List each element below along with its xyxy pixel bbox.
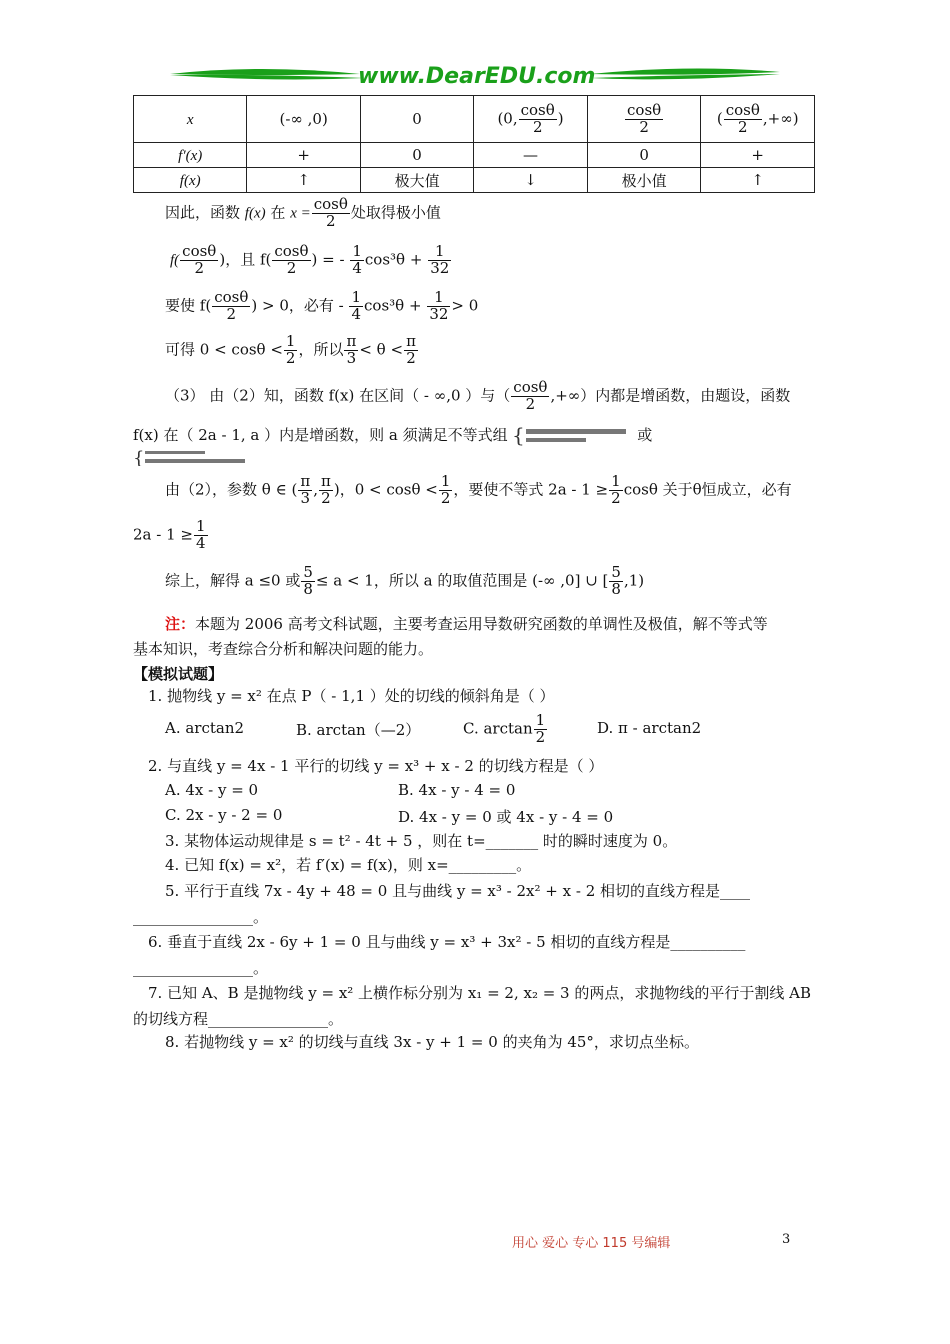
cell: (0, $\frac{\cos\theta}{2}$ ) — [474, 96, 588, 143]
table-row — [134, 96, 815, 143]
fraction: $\frac{\cos\theta}{2}$ — [274, 242, 309, 277]
choice-d: D. 4x - y = 0 或 4x - y - 4 = 0 — [398, 808, 614, 826]
row-label-f: f(x) — [134, 168, 247, 193]
question: ________________。 — [133, 959, 269, 977]
question: 8. 若抛物线 y = x² 的切线与直线 3x - y + 1 = 0 的夹角为 45°，求切点坐标。 — [165, 1033, 699, 1051]
fraction: $\frac{\pi}{2}$ — [406, 332, 416, 367]
question: 1. 抛物线 y = x² 在点 P（ - 1,1 ）处的切线的倾斜角是（ ） — [148, 687, 555, 705]
variation-table — [133, 95, 815, 193]
text-line: f(x) 在（ 2a - 1, a ）内是增函数，则 a 须满足不等式组 { 或 — [133, 424, 652, 446]
choice-c: C. arctan $\frac{1}{2}$ — [463, 711, 546, 746]
site-url: www.DearEDU.com — [358, 64, 596, 89]
svg-text:{: { — [512, 426, 526, 446]
cell: + — [247, 143, 360, 168]
text-line: f( $\frac{\cos\theta}{2}$ )，且 f( $\frac{\cos\theta}{2}$ ) = - $\frac{1}{4}$ cos³θ + $\frac{1}{32}$ — [170, 242, 450, 277]
fraction: $\frac{\pi}{2}$ — [320, 472, 331, 507]
text-line: 综上，解得 a ≤0 或 $\frac{5}{8}$ ≤ a < 1，所以 a 的取值范围是 (-∞ ,0] ∪ [ $\frac{5}{8}$ ,1) — [165, 563, 645, 598]
cell: 极小值 — [587, 168, 701, 193]
cell: 0 — [360, 143, 473, 168]
text-line: 由（2），参数 θ ∈ ( $\frac{\pi}{3}$ , $\frac{\pi}{2}$ )，0 < cosθ < $\frac{1}{2}$ ，要使不等式 2a - 1 ≥ $\frac{1}{2}$ cosθ 关于θ恒成立，必有 — [165, 472, 792, 507]
svg-text:{: { — [133, 450, 145, 466]
inequality-system-icon — [512, 426, 632, 446]
note-line: 注：本题为 2006 高考文科试题，主要考查运用导数研究函数的单调性及极值，解不等式等 — [165, 615, 768, 633]
question: 4. 已知 f(x) = x²，若 f′(x) = f(x)，则 x=_________。 — [165, 856, 532, 874]
fraction: $\frac{1}{32}$ — [430, 242, 450, 277]
page-number: 3 — [782, 1232, 791, 1247]
question: 的切线方程________________。 — [133, 1010, 344, 1028]
cell: ↓ — [474, 168, 588, 193]
cell: + — [701, 143, 815, 168]
question: 5. 平行于直线 7x - 4y + 48 = 0 且与曲线 y = x³ - 2x² + x - 2 相切的直线方程是____ — [165, 882, 751, 900]
fraction: $\frac{1}{32}$ — [429, 288, 449, 323]
fraction: $\frac{5}{8}$ — [303, 563, 313, 598]
inequality-system-2 — [133, 450, 253, 470]
table-row — [134, 168, 815, 193]
section-heading: 【模拟试题】 — [133, 665, 224, 683]
footer-text: 用心 爱心 专心 115 号编辑 — [512, 1236, 671, 1251]
text-line: 可得 0 < cosθ < $\frac{1}{2}$ ，所以 $\frac{\pi}{3}$ < θ < $\frac{\pi}{2}$ — [165, 332, 416, 367]
text-line: 要使 f( $\frac{\cos\theta}{2}$ ) > 0，必有 - $\frac{1}{4}$ cos³θ + $\frac{1}{32}$ > 0 — [165, 288, 479, 323]
cell: ( $\frac{\cos\theta}{2}$ ,+∞) — [701, 96, 815, 143]
question: 7. 已知 A、B 是抛物线 y = x² 上横作标分别为 x₁ = 2, x₂ = 3 的两点，求抛物线的平行于割线 AB — [148, 984, 811, 1002]
fraction: $\frac{5}{8}$ — [611, 563, 621, 598]
fraction: $\frac{\pi}{3}$ — [300, 472, 311, 507]
note-line: 基本知识，考查综合分析和解决问题的能力。 — [133, 640, 434, 658]
inequality-system-icon — [133, 450, 253, 466]
text-line: 因此，函数 f(x) 在 x = $\frac{\cos\theta}{2}$ 处取得极小值 — [165, 195, 441, 230]
cell: 极大值 — [360, 168, 473, 193]
question: 2. 与直线 y = 4x - 1 平行的切线 y = x³ + x - 2 的切线方程是（ ） — [148, 757, 604, 775]
fraction: $\frac{1}{4}$ — [352, 242, 362, 277]
text-line: （3） 由（2）知，函数 f(x) 在区间（ - ∞,0 ）与（ $\frac{\cos\theta}{2}$ ,+∞）内都是增函数，由题设，函数 — [165, 378, 791, 413]
choice-c: C. 2x - y - 2 = 0 — [165, 806, 283, 824]
row-label-fprime: f′(x) — [134, 143, 247, 168]
cell — [587, 96, 701, 143]
choice-b: B. arctan（—2） — [296, 721, 421, 739]
row-label-x: x — [134, 96, 247, 143]
text-line: 2a - 1 ≥ $\frac{1}{4}$ — [133, 517, 206, 552]
fraction: $\frac{1}{2}$ — [440, 472, 451, 507]
question: 3. 某物体运动规律是 s = t² - 4t + 5 ，则在 t=_______ 时的瞬时速度为 0。 — [165, 832, 678, 850]
fraction: $\frac{\cos\theta}{2}$ — [725, 100, 760, 136]
question: ________________。 — [133, 908, 269, 926]
choice-d: D. π - arctan2 — [597, 719, 702, 737]
fraction: $\frac{1}{2}$ — [285, 332, 296, 367]
question: 6. 垂直于直线 2x - 6y + 1 = 0 且与曲线 y = x³ + 3x² - 5 相切的直线方程是__________ — [148, 933, 746, 951]
cell: ↑ — [247, 168, 360, 193]
choice-row — [165, 713, 765, 749]
fraction: $\frac{1}{2}$ — [535, 711, 546, 746]
fraction: $\frac{1}{4}$ — [195, 517, 206, 552]
note-label: 注： — [165, 615, 196, 633]
cell: — — [474, 143, 588, 168]
fraction: $\frac{1}{2}$ — [611, 472, 621, 507]
header-banner — [170, 62, 780, 94]
fraction: $\frac{\cos\theta}{2}$ — [214, 288, 249, 323]
cell: 0 — [360, 96, 473, 143]
cell: (-∞ ,0) — [247, 96, 360, 143]
fraction: $\frac{\cos\theta}{2}$ — [513, 378, 548, 413]
fraction: $\frac{\cos\theta}{2}$ — [182, 242, 217, 277]
fraction: $\frac{\pi}{3}$ — [346, 332, 357, 367]
fraction: $\frac{\cos\theta}{2}$ — [627, 100, 662, 136]
cell: 0 — [587, 143, 701, 168]
fraction: $\frac{\cos\theta}{2}$ — [313, 195, 348, 230]
fraction: $\frac{1}{4}$ — [351, 288, 362, 323]
choice-a: A. 4x - y = 0 — [165, 781, 259, 799]
choice-b: B. 4x - y - 4 = 0 — [398, 781, 516, 799]
table-row — [134, 143, 815, 168]
choice-a: A. arctan2 — [165, 719, 245, 737]
cell: ↑ — [701, 168, 815, 193]
fraction: $\frac{\cos\theta}{2}$ — [520, 100, 555, 136]
